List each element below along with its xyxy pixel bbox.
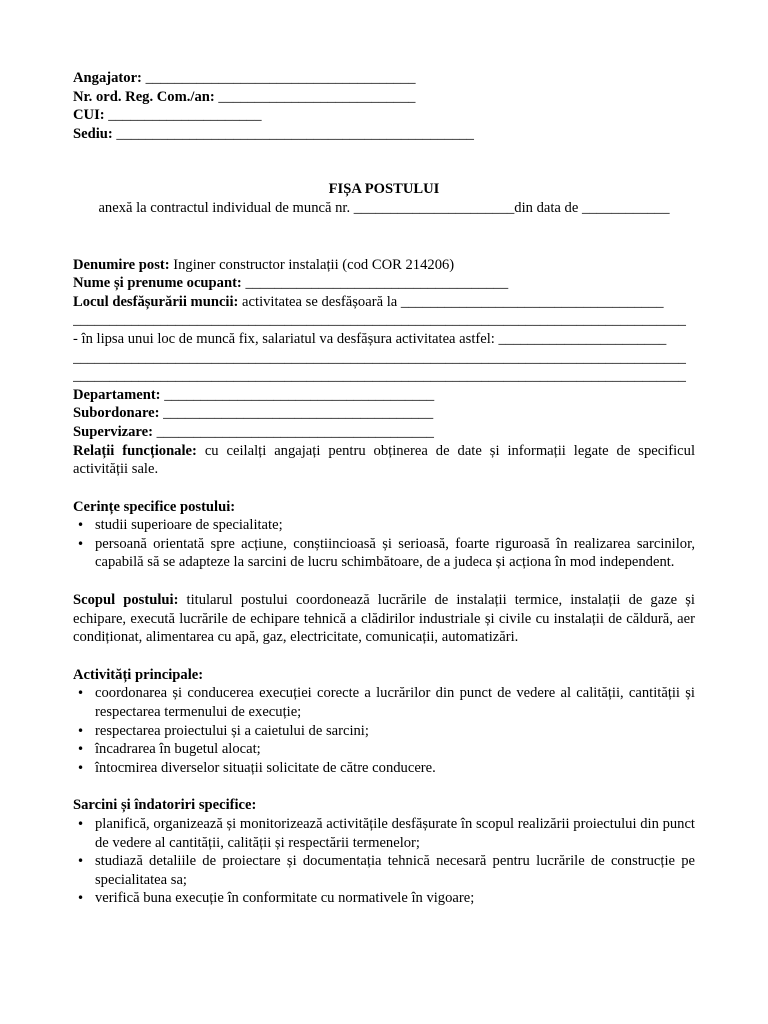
department-label: Departament: [73,386,161,403]
employer-line [73,69,695,88]
supervision-line [73,423,695,442]
specific-tasks-list [73,815,695,908]
document-subtitle: anexă la contractul individual de muncă nr. ______________________din data de ____________ [98,199,670,216]
workplace-line [73,293,695,312]
supervision-blank: ______________________________________ [152,423,434,440]
headquarters-blank: _________________________________________________ [116,125,474,142]
supervision-label: Supervizare: [73,423,153,440]
occupant-label: Nume și prenume ocupant: [73,275,242,292]
registry-line [73,88,695,107]
headquarters-label: Sediu: [73,125,113,142]
list-item: • coordonarea și conducerea execuției corecte a lucrărilor din punct de vedere al calității, cantității și respectarea termenului de execuție; [73,684,695,721]
list-item: • planifică, organizează și monitorizează activitățile desfășurate în scopul realizării proiectului din punct de vedere al cantității, calității și respectării termenelor; [73,815,695,852]
job-title-label: Denumire post: [73,256,170,273]
main-activities-list [73,684,695,777]
subordination-blank: _____________________________________ [159,405,434,422]
job-title-line [73,256,695,275]
list-item: • întocmirea diverselor situații solicitate de către conducere. [73,759,695,778]
list-item: • încadrarea în bugetul alocat; [73,740,695,759]
list-item: • studiază detaliile de proiectare și documentația tehnică necesară pentru lucrările de construcție pe specialitatea sa; [73,852,695,889]
job-title-value: Inginer constructor instalații (cod COR 214206) [169,256,455,273]
department-blank: _____________________________________ [160,386,435,403]
list-item: • studii superioare de specialitate; [73,516,695,535]
requirements-list [73,516,695,572]
document-content [73,69,695,908]
job-purpose-text: titularul postului coordonează lucrările de instalații termice, instalații de gaze și echipare, execută lucrările de echipare tehnică a clădirilor industriale și civile cu instalații de căldură, aer condiționat, alimentarea cu apă, gaz, electricitate, comunicații, automatizări. [73,592,695,646]
specific-tasks-heading: Sarcini și îndatoriri specifice: [73,797,257,814]
workplace-extra-blank: ____________________________________________________________________________________ [73,312,686,329]
job-purpose [73,591,695,647]
subordination-line [73,404,695,423]
no-fixed-workplace-blank-1: ____________________________________________________________________________________ [73,349,686,366]
occupant-blank: ____________________________________ [241,275,509,292]
no-fixed-workplace-line: - în lipsa unui loc de muncă fix, salariatul va desfășura activitatea astfel: _______________________ [73,330,667,347]
requirements-heading: Cerințe specifice postului: [73,498,236,515]
headquarters-line [73,125,695,144]
document-title: FIȘA POSTULUI [328,181,440,198]
employer-blank: _____________________________________ [145,70,416,86]
registry-label: Nr. ord. Reg. Com./an: [73,88,215,105]
main-activities-heading: Activități principale: [73,666,204,683]
no-fixed-workplace-blank-2: ____________________________________________________________________________________ [73,368,686,385]
list-item: • verifică buna execuție în conformitate cu normativele în vigoare; [73,889,695,908]
subordination-label: Subordonare: [73,405,160,422]
functional-relations-value: cu ceilalți angajați pentru obținerea de date și informații legate de specificul activității sale. [73,442,695,478]
functional-relations [73,442,695,479]
occupant-line [73,274,695,293]
registry-blank: ___________________________ [218,88,416,105]
cui-line [73,106,695,125]
workplace-value: activitatea se desfășoară la ____________________________________ [238,293,664,310]
list-item: • persoană orientată spre acțiune, conștiincioasă și serioasă, foarte riguroasă în realizarea sarcinilor, capabilă să se adapteze la sarcini de lucru schimbătoare, de a judeca și acționa în mod independent. [73,535,695,572]
workplace-label: Locul desfășurării muncii: [73,293,239,310]
employer-label: Angajator: [73,70,142,86]
cui-label: CUI: [73,107,105,124]
job-purpose-label: Scopul postului: [73,592,179,609]
functional-relations-label: Relații funcționale: [73,442,197,459]
cui-blank: _____________________ [108,107,262,124]
list-item: • respectarea proiectului și a caietului de sarcini; [73,722,695,741]
department-line [73,386,695,405]
